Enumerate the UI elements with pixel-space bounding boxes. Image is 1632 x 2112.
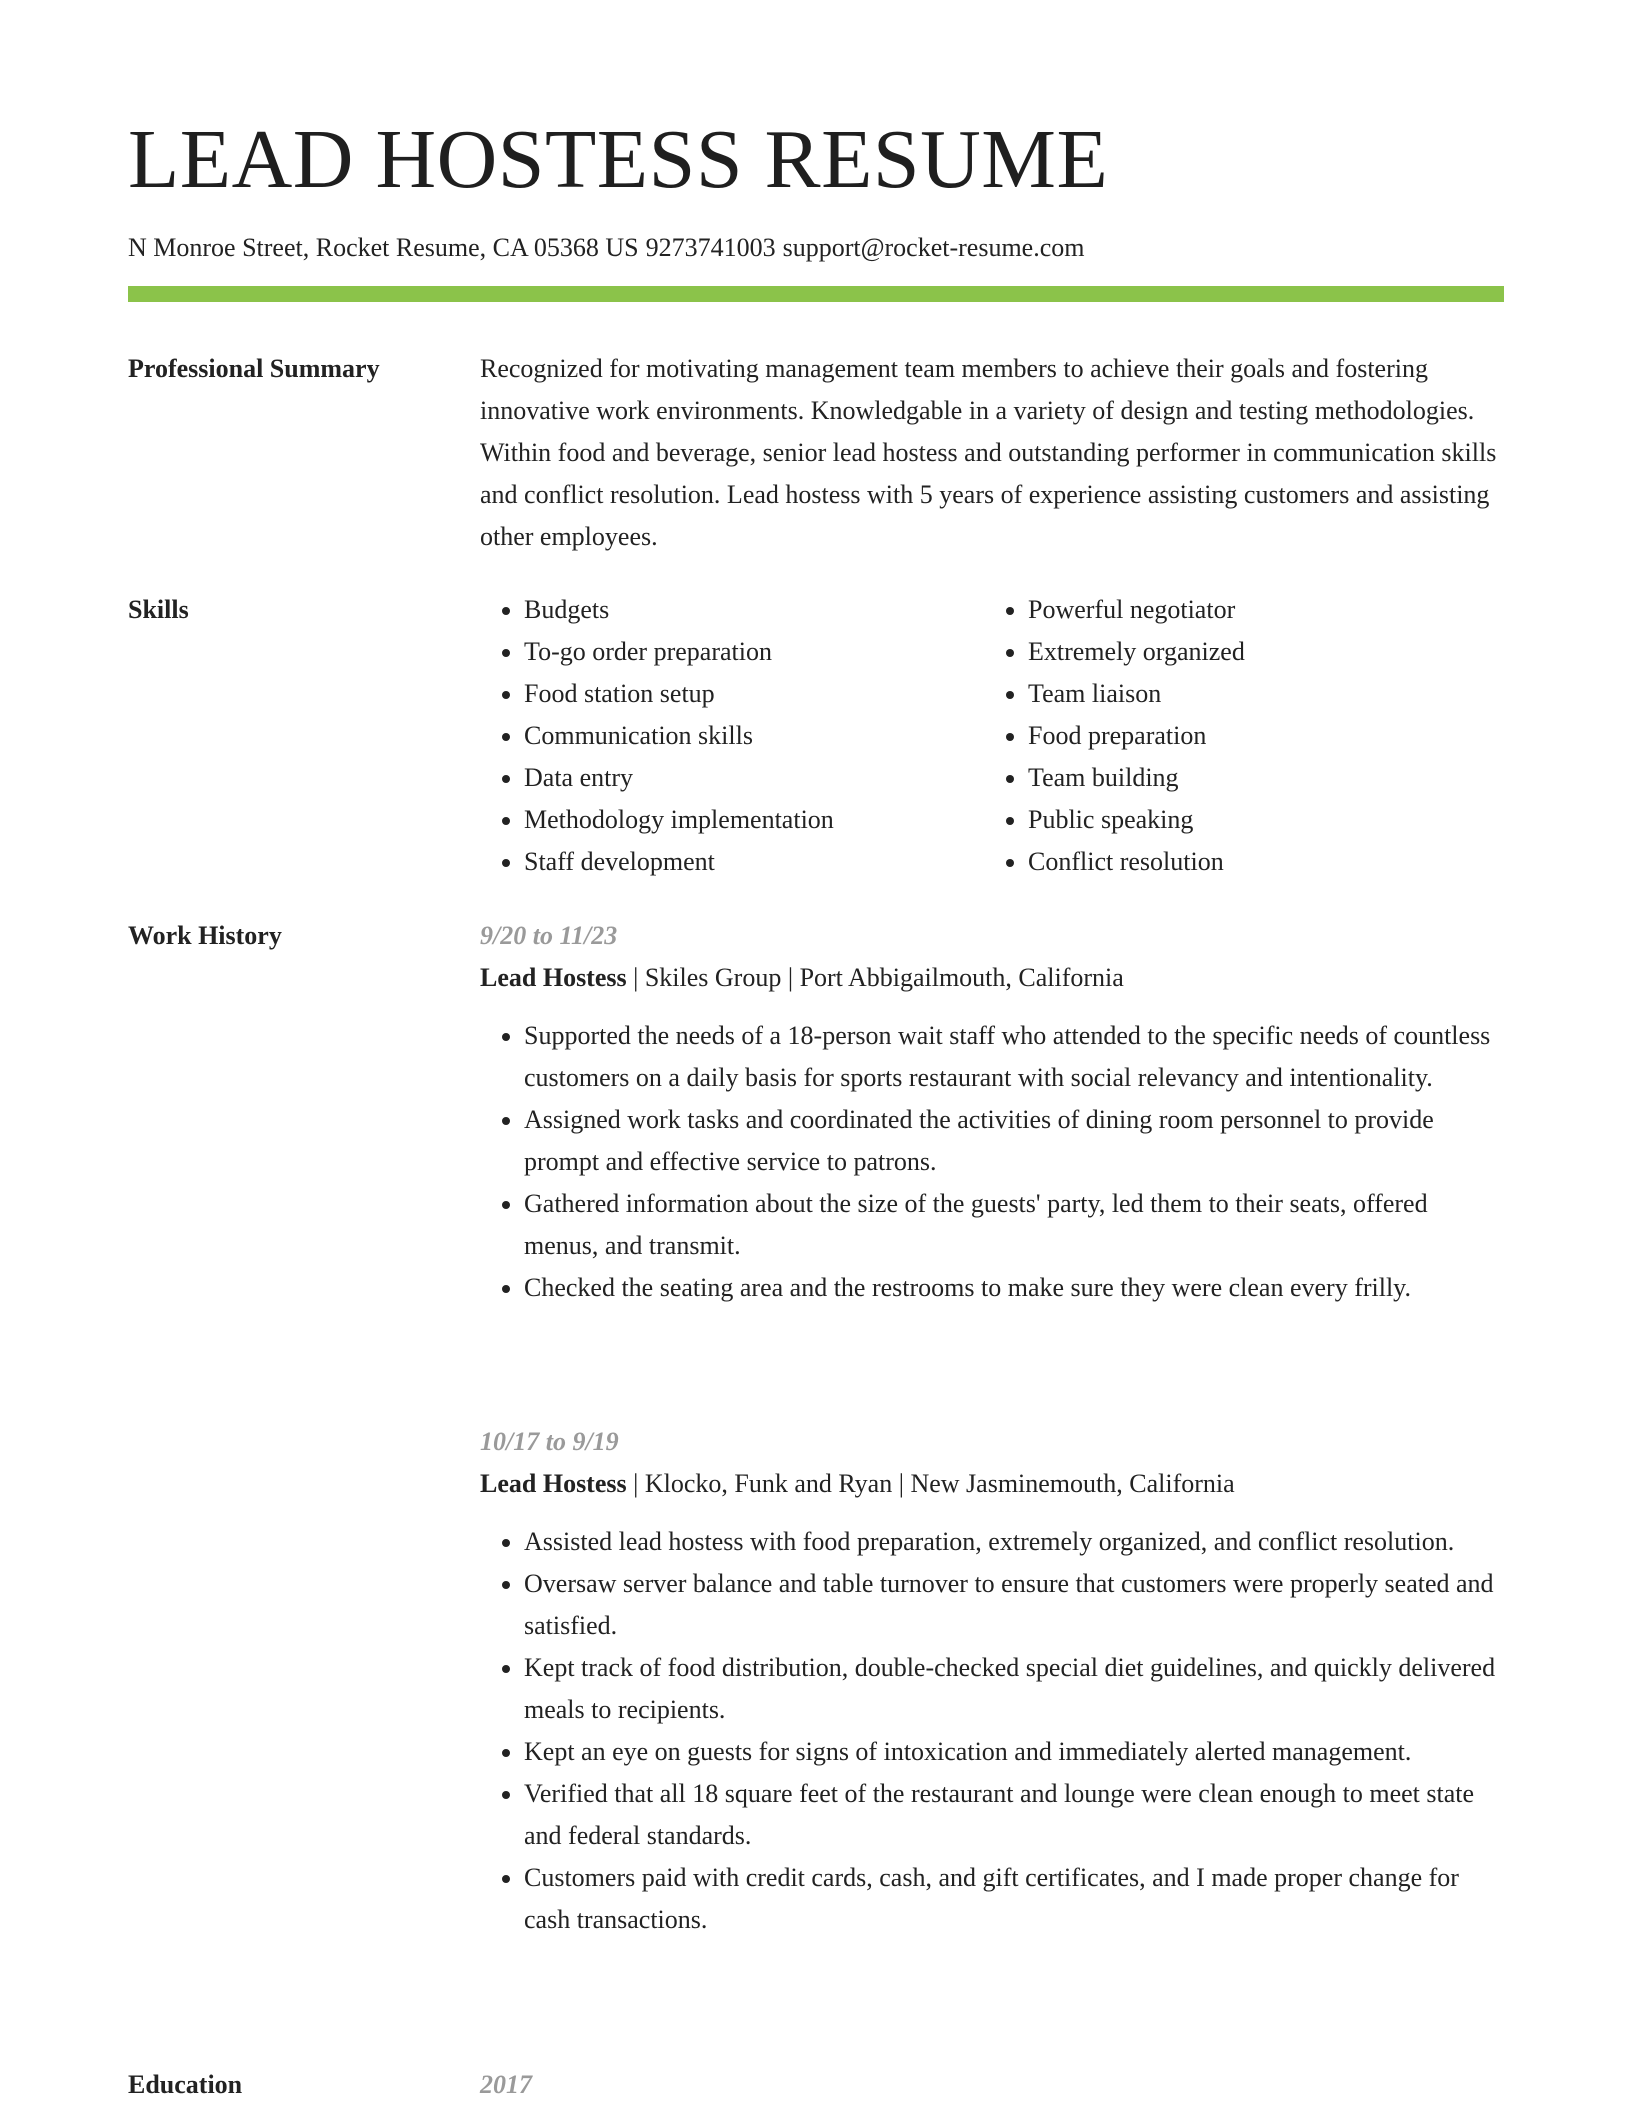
skill-item: • Budgets	[524, 589, 834, 631]
job-bullets	[480, 1015, 1504, 1309]
job-bullet: • Gathered information about the size of the guests' party, led them to their seats, offered menus, and transmit.	[524, 1183, 1504, 1267]
skill-item: • Food station setup	[524, 673, 834, 715]
job-bullet: • Kept track of food distribution, double-checked special diet guidelines, and quickly delivered meals to recipients.	[524, 1647, 1504, 1731]
skill-item: • Team liaison	[1028, 673, 1245, 715]
work-history-label: Work History	[128, 921, 282, 950]
skill-item: • Powerful negotiator	[1028, 589, 1245, 631]
skill-item: • Data entry	[524, 757, 834, 799]
skills-list-left	[480, 589, 834, 883]
job-company: Klocko, Funk and Ryan	[644, 1469, 893, 1498]
skill-item: • Staff development	[524, 841, 834, 883]
job-title: Lead Hostess	[480, 963, 627, 992]
job-heading: Lead Hostess | Klocko, Funk and Ryan | New Jasminemouth, California	[480, 1469, 1235, 1498]
contact-email: support@rocket-resume.com	[782, 233, 1085, 262]
contact-address: N Monroe Street, Rocket Resume, CA 05368 US	[128, 233, 639, 262]
job-entry	[480, 915, 1504, 1309]
summary-content	[480, 348, 1504, 558]
contact-phone: 9273741003	[645, 233, 776, 262]
education-year: 2017	[480, 2070, 532, 2099]
job-bullet: • Assisted lead hostess with food preparation, extremely organized, and conflict resolution.	[524, 1521, 1504, 1563]
skill-item: • Public speaking	[1028, 799, 1245, 841]
skill-item: • To-go order preparation	[524, 631, 834, 673]
job-location: Port Abbigailmouth, California	[799, 963, 1124, 992]
job-bullet: • Kept an eye on guests for signs of intoxication and immediately alerted management.	[524, 1731, 1504, 1773]
job-bullet: • Verified that all 18 square feet of the restaurant and lounge were clean enough to meet state and federal standards.	[524, 1773, 1504, 1857]
job-heading: Lead Hostess | Skiles Group | Port Abbigailmouth, California	[480, 963, 1124, 992]
job-entry	[480, 1421, 1504, 1941]
skills-list-right	[984, 589, 1245, 883]
job-bullet: • Checked the seating area and the restrooms to make sure they were clean every frilly.	[524, 1267, 1504, 1309]
job-bullet: • Customers paid with credit cards, cash, and gift certificates, and I made proper change for cash transactions.	[524, 1857, 1504, 1941]
education-content	[480, 2064, 1504, 2106]
job-bullet: • Assigned work tasks and coordinated the activities of dining room personnel to provide prompt and effective service to patrons.	[524, 1099, 1504, 1183]
contact-line	[128, 232, 1085, 264]
education-label: Education	[128, 2070, 243, 2099]
job-title: Lead Hostess	[480, 1469, 627, 1498]
summary-label: Professional Summary	[128, 354, 380, 383]
job-bullets	[480, 1521, 1504, 1941]
skill-item: • Communication skills	[524, 715, 834, 757]
skill-item: • Conflict resolution	[1028, 841, 1245, 883]
skill-item: • Team building	[1028, 757, 1245, 799]
job-company: Skiles Group	[644, 963, 782, 992]
skill-item: • Methodology implementation	[524, 799, 834, 841]
job-dates: 10/17 to 9/19	[480, 1427, 619, 1456]
skill-item: • Extremely organized	[1028, 631, 1245, 673]
job-bullet: • Oversaw server balance and table turnover to ensure that customers were properly seated and satisfied.	[524, 1563, 1504, 1647]
skills-label: Skills	[128, 595, 189, 624]
job-dates: 9/20 to 11/23	[480, 921, 618, 950]
summary-text: Recognized for motivating management team members to achieve their goals and fostering innovative work environments. Knowledgable in a variety of design and testing methodologies. Within food and beverage, senior lead hostess and outstanding performer in communication skills and conflict resolution. Lead hostess with 5 years of experience assisting customers and assisting other employees.	[480, 354, 1497, 551]
skill-item: • Food preparation	[1028, 715, 1245, 757]
job-bullet: • Supported the needs of a 18-person wait staff who attended to the specific needs of countless customers on a daily basis for sports restaurant with social relevancy and intentionality.	[524, 1015, 1504, 1099]
header-divider	[128, 286, 1504, 302]
resume-title: LEAD HOSTESS RESUME	[128, 113, 1109, 206]
job-location: New Jasminemouth, California	[910, 1469, 1235, 1498]
